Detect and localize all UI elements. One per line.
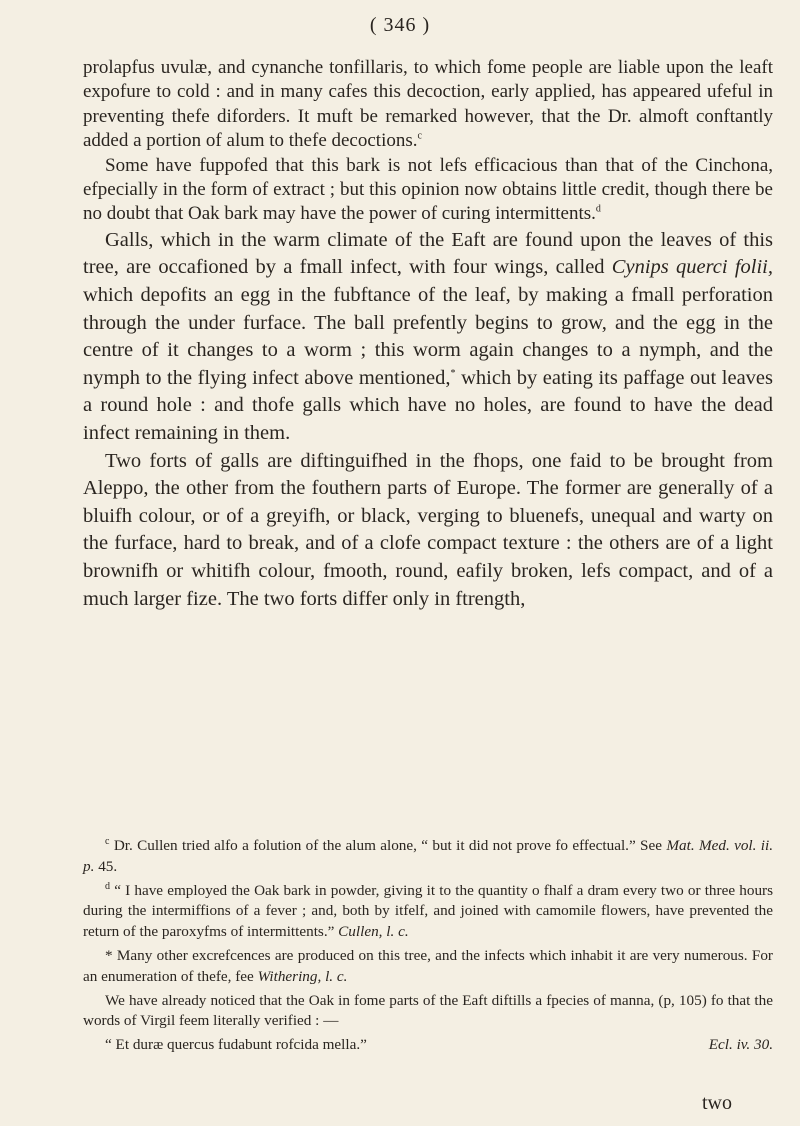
footnote-marker-star: *	[450, 367, 456, 379]
verse-quotation: “ Et duræ quercus fudabunt rofcida mella.” Ecl. iv. 30.	[83, 1035, 773, 1056]
paragraph-3: Galls, which in the warm climate of the Eaft are found upon the leaves of this tree, are occafioned by a fmall infect, with four wings, called Cynips querci folii, which depofits an egg in the fubftance of the leaf, by making a fmall perforation through the under furface. The ball prefently begins to grow, and the egg in the centre of it changes to a worm ; this worm again changes to a nymph, and the nymph to the flying infect above mentioned,* which by eating its paffage out leaves a round hole : and thofe galls which have no holes, are found to have the dead infect remaining in them.	[83, 228, 774, 444]
footnote-star: * Many other excrefcences are produced on this tree, and the infects which inhabit it are very numerous. For an enumeration of thefe, fee Withering, l. c.	[83, 946, 773, 985]
verse-source: Ecl. iv. 30.	[708, 1036, 773, 1054]
footnote-d: $^d$ “ I have employed the Oak bark in powder, giving it to the quantity o fhalf a dram every two or three hours during the intermiffions of a fever ; and, both by itfelf, and joined with camomile flowers, have prevented the return of the paroxyfms of intermittents.” Cullen, l. c.	[83, 880, 774, 941]
footnote-marker-d: d	[595, 204, 601, 216]
main-text	[83, 56, 773, 613]
footnote-c: $^c$ Dr. Cullen tried alfo a folution of the alum alone, “ but it did not prove fo effectual.” See Mat. Med. vol. ii. p. 45.	[83, 835, 774, 875]
footnote-manna: We have already noticed that the Oak in fome parts of the Eaft diftills a fpecies of manna, (p, 105) fo that the words of Virgil feem literally verified : —	[83, 991, 773, 1030]
species-name: Cynips querci folii,	[611, 256, 774, 279]
paragraph-2: Some have fuppofed that this bark is not lefs efficacious than that of the Cinchona, efpecially in the form of extract ; but this opinion now obtains little credit, though there be no doubt that Oak bark may have the power of curing intermittents.$^d$	[83, 154, 773, 225]
catchword: two	[702, 1092, 732, 1114]
page-number: ( 346 )	[369, 14, 431, 36]
paragraph-1: prolapfus uvulæ, and cynanche tonfillaris, to which fome people are liable upon the leaft expofure to cold : and in many cafes this decoction, early applied, has appeared ufeful in preventing thefe diforders. It muft be remarked however, that the Dr. almoft conftantly added a portion of alum to thefe decoctions.$^c$	[83, 57, 773, 152]
paragraph-4: Two forts of galls are diftinguifhed in the fhops, one faid to be brought from Aleppo, the other from the fouthern parts of Europe. The former are generally of a bluifh colour, or of a greyifh, or black, verging to bluenefs, unequal and warty on the furface, hard to break, and of a clofe compact texture : the others are of a light brownifh or whitifh colour, fmooth, round, eafily broken, lefs compact, and of a much larger fize. The two forts differ only in ftrength,	[83, 449, 773, 610]
footnotes	[83, 836, 773, 1059]
footnote-marker-c: c	[417, 130, 422, 142]
